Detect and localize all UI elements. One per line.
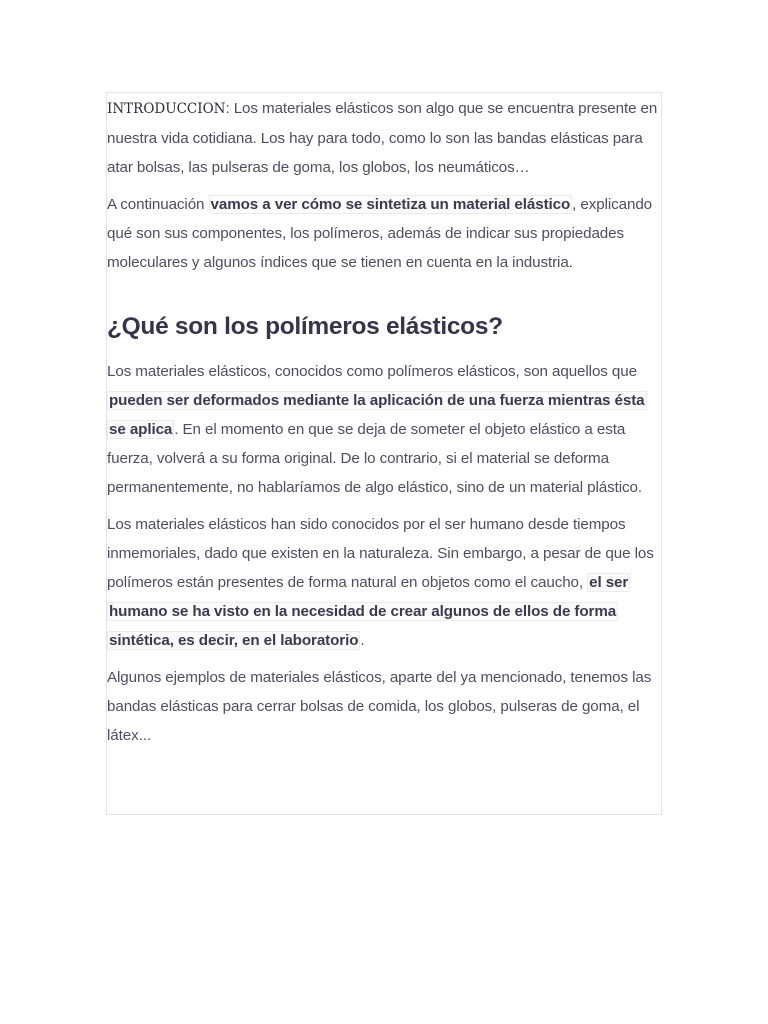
intro-paragraph xyxy=(107,94,663,182)
highlighted-text: el ser humano se ha visto en la necesidad de crear algunos de ellos de forma sintética, es decir, en el laboratorio xyxy=(109,574,629,649)
paragraph-history xyxy=(107,510,663,655)
article-body xyxy=(107,94,663,758)
paragraph-text: Los materiales elásticos, conocidos como polímeros elásticos, son aquellos que xyxy=(107,363,637,380)
section-heading: ¿Qué son los polímeros elásticos? xyxy=(107,313,503,340)
paragraph-examples xyxy=(107,663,663,750)
paragraph-synthesis xyxy=(107,190,663,277)
paragraph-text: A continuación xyxy=(107,196,209,213)
intro-text: : Los materiales elásticos son algo que se encuentra presente en nuestra vida cotidiana. Los hay para todo, como lo son las bandas elásticas para atar bolsas, las pulseras de goma, los globos, los neumáticos… xyxy=(107,100,658,176)
paragraph-text: Los materiales elásticos han sido conocidos por el ser humano desde tiempos inmemoriales, dado que existen en la naturaleza. Sin embargo, a pesar de que los polímeros están presentes de forma natural en objetos como el caucho, xyxy=(107,516,654,591)
intro-label: INTRODUCCION xyxy=(107,101,226,117)
paragraph-definition xyxy=(107,357,663,502)
paragraph-text: . En el momento en que se deja de someter el objeto elástico a esta fuerza, volverá a su forma original. De lo contrario, si el material se deforma permanentemente, no hablaríamos de algo elástico, sino de un material plástico. xyxy=(107,421,642,496)
highlighted-text: vamos a ver cómo se sintetiza un material elástico xyxy=(210,196,571,213)
paragraph-text: Algunos ejemplos de materiales elásticos, aparte del ya mencionado, tenemos las bandas elásticas para cerrar bolsas de comida, los globos, pulseras de goma, el látex... xyxy=(107,669,652,744)
paragraph-text: . xyxy=(360,632,365,649)
paragraph-text: , explicando qué son sus componentes, los polímeros, además de indicar sus propiedades moleculares y algunos índices que se tienen en cuenta en la industria. xyxy=(107,196,653,271)
highlighted-text: pueden ser deformados mediante la aplicación de una fuerza mientras ésta se aplica xyxy=(109,392,645,438)
